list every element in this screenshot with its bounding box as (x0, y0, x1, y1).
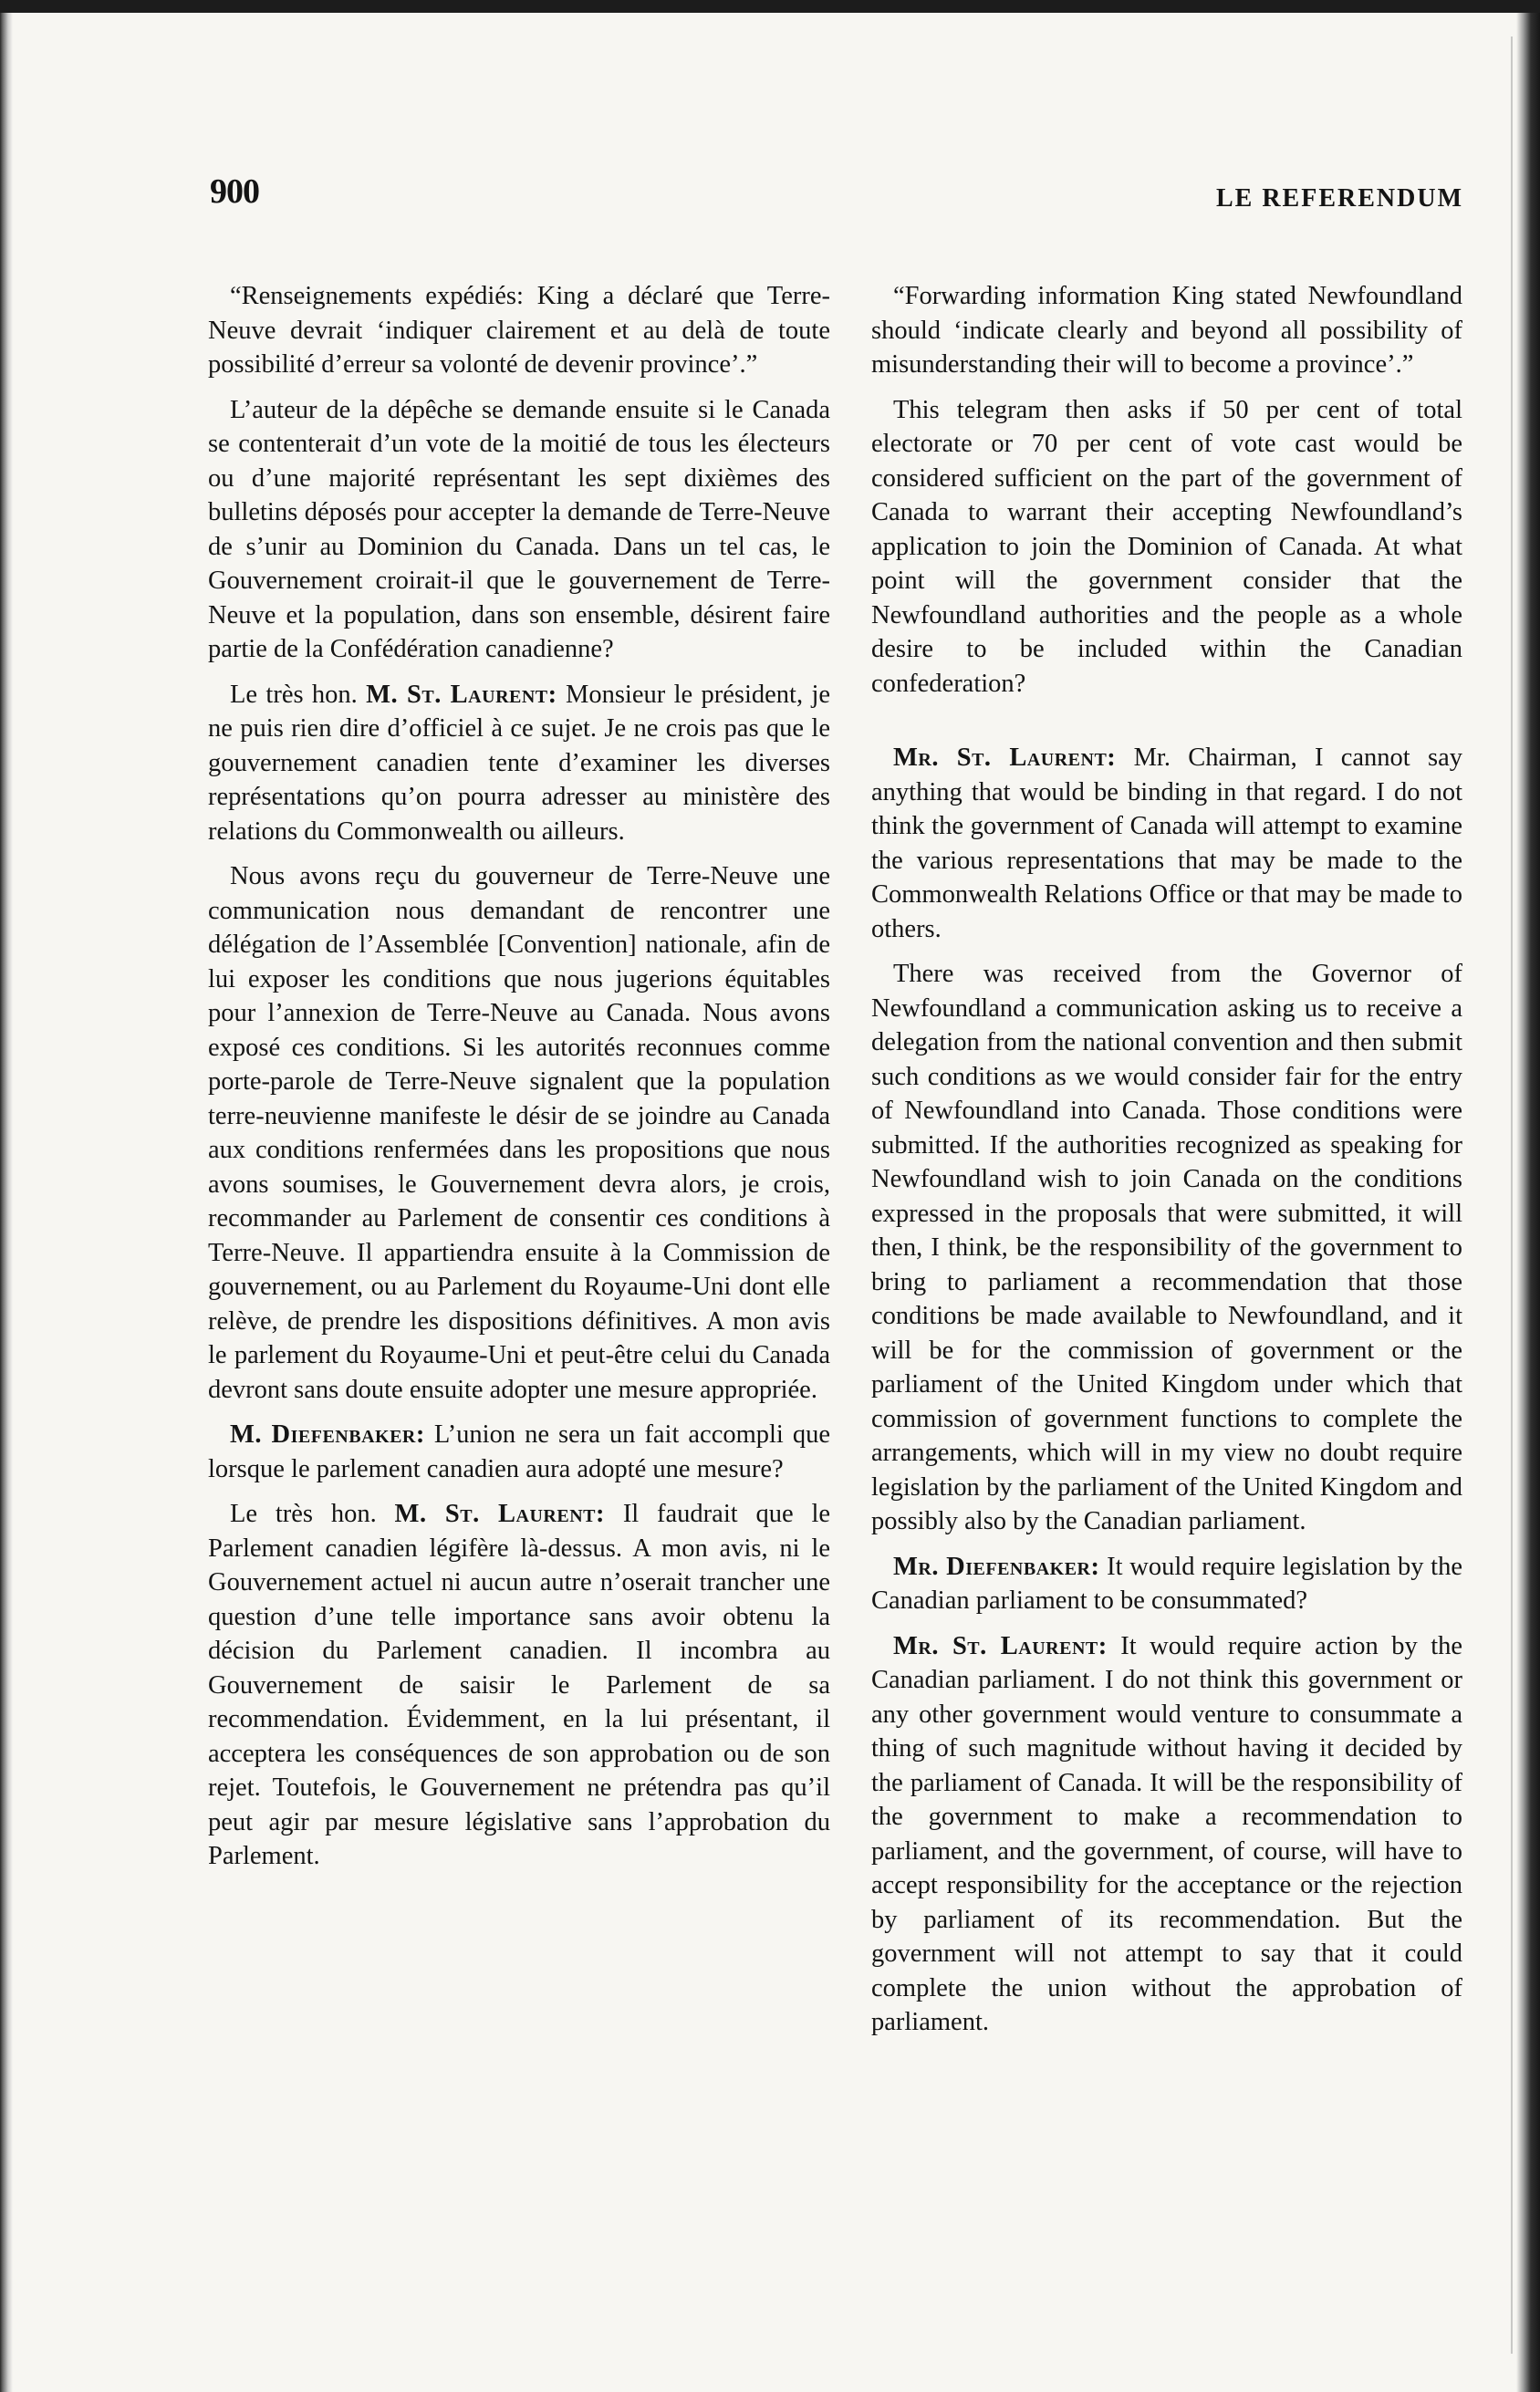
fr-paragraph-6 (208, 1497, 830, 1874)
en-paragraph-1: “Forwarding information King stated Newfoundland should ‘indicate clearly and beyond all possibility of misunderstanding their will to become a province’.” (871, 282, 1462, 379)
en-paragraph-3 (871, 741, 1462, 946)
scan-top-border (0, 0, 1540, 13)
english-column (871, 279, 1462, 2051)
fr-paragraph-1: “Renseignements expédiés: King a déclaré que Terre-Neuve devrait ‘indiquer clairement et au delà de toute possibilité d’erreur sa volonté de devenir province’.” (208, 282, 830, 379)
fr-speaker-prefix: Le très hon. (230, 680, 358, 709)
scan-right-shadow (1511, 36, 1513, 2354)
fr-speech-text: Monsieur le président, je ne puis rien dire d’officiel à ce sujet. Je ne crois pas que le gouvernement canadien tente d’examiner les diverses représentations qu’on pourra adresser au ministère des relations du Commonwealth ou ailleurs. (208, 680, 831, 846)
en-paragraph-2: This telegram then asks if 50 per cent of total electorate or 70 per cent of vote cast would be considered sufficient on the part of the government of Canada to warrant their accepting Newfoundland’s application to join the Dominion of Canada. At what point will the government consider that the Newfoundland authorities and the people as a whole desire to be included within the Canadian confederation? (871, 395, 1462, 698)
scan-right-edge (1516, 13, 1540, 2392)
en-speech-text: It would require legislation by the Canadian parliament to be consummated? (871, 1552, 1462, 1615)
page-number: 900 (210, 172, 259, 211)
fr-speech-text: Il faudrait que le Parlement canadien légifère là-dessus. A mon avis, ni le Gouvernement actuel ni aucun autre n’oserait trancher une question d’une telle importance sans avoir obtenu la décision du Parlement canadien. Il incombra au Gouvernement de saisir le Parlement de sa recommendation. Évidemment, en la lui présentant, il acceptera les conséquences de son approbation ou de son rejet. Toutefois, le Gouvernement ne prétendra pas qu’il peut agir par mesure législative sans l’approbation du Parlement. (208, 1500, 831, 1870)
fr-paragraph-4: Nous avons reçu du gouverneur de Terre-Neuve une communication nous demandant de rencontrer une délégation de l’Assemblée [Convention] nationale, afin de lui exposer les conditions que nous jugerions équitables pour l’annexion de Terre-Neuve au Canada. Nous avons exposé ces conditions. Si les autorités reconnues comme porte-parole de Terre-Neuve signalent que la population terre-neuvienne manifeste le désir de se joindre au Canada aux conditions renfermées dans les propositions que nous avons soumises, le Gouvernement devra alors, je crois, recommander au Parlement de consentir ces conditions à Terre-Neuve. Il appartiendra ensuite à la Commission de gouvernement, ou au Parlement du Royaume-Uni dont elle relève, de prendre les dispositions définitives. A mon avis le parlement du Royaume-Uni et peut-être celui du Canada devront sans doute ensuite adopter une mesure appropriée. (208, 862, 830, 1404)
en-paragraph-6 (871, 1629, 1462, 2040)
fr-speaker-prefix: Le très hon. (230, 1500, 377, 1528)
en-paragraph-5 (871, 1550, 1462, 1618)
fr-speaker-st-laurent: M. St. Laurent: (394, 1500, 605, 1528)
en-speaker-st-laurent: Mr. St. Laurent: (893, 1631, 1108, 1660)
french-column (208, 279, 830, 1885)
fr-speaker-st-laurent: M. St. Laurent: (366, 680, 557, 709)
en-speech-text: It would require action by the Canadian parliament. I do not think this government or any other government would venture to consummate a thing of such magnitude without having it decided by the parliament of Canada. It will be the responsibility of the government to make a recommendation to parliament, and the government, of course, will have to accept responsibility for the acceptance or the rejection by parliament of its recommendation. But the government will not attempt to say that it could complete the union without the approbation of parliament. (871, 1631, 1463, 2036)
fr-paragraph-3 (208, 678, 830, 849)
scan-left-edge (0, 13, 13, 2392)
en-paragraph-4: There was received from the Governor of Newfoundland a communication asking us to receive a delegation from the national convention and then submit such conditions as we would consider fair for the entry of Newfoundland into Canada. Those conditions were submitted. If the authorities recognized as speaking for Newfoundland wish to join Canada on the conditions expressed in the proposals that were submitted, it will then, I think, be the responsibility of the government to bring to parliament a recommendation that those conditions be made available to Newfoundland, and it will be for the commission of government or the parliament of the United Kingdom under which that commission of government functions to complete the arrangements, which will in my view no doubt require legislation by the parliament of the United Kingdom and possibly also by the Canadian parliament. (871, 960, 1462, 1535)
en-speaker-diefenbaker: Mr. Diefenbaker: (893, 1552, 1100, 1581)
running-head: LE REFERENDUM (1215, 184, 1463, 213)
fr-speaker-diefenbaker: M. Diefenbaker: (230, 1420, 425, 1449)
en-speaker-st-laurent: Mr. St. Laurent: (893, 744, 1117, 772)
en-speech-text: Mr. Chairman, I cannot say anything that would be binding in that regard. I do not think the government of Canada will attempt to examine the various representations that may be made to the Commonwealth Relations Office or that may be made to others. (871, 744, 1462, 943)
fr-speech-text: L’union ne sera un fait accompli que lorsque le parlement canadien aura adopté une mesure? (208, 1420, 831, 1483)
fr-paragraph-2: L’auteur de la dépêche se demande ensuite si le Canada se contenterait d’un vote de la moitié de tous les électeurs ou d’une majorité représentant les sept dixièmes des bulletins déposés pour accepter la demande de Terre-Neuve de s’unir au Dominion du Canada. Dans un tel cas, le Gouvernement croirait-il que le gouvernement de Terre-Neuve et la population, dans son ensemble, désirent faire partie de la Confédération canadienne? (208, 395, 830, 663)
fr-paragraph-5 (208, 1418, 830, 1486)
